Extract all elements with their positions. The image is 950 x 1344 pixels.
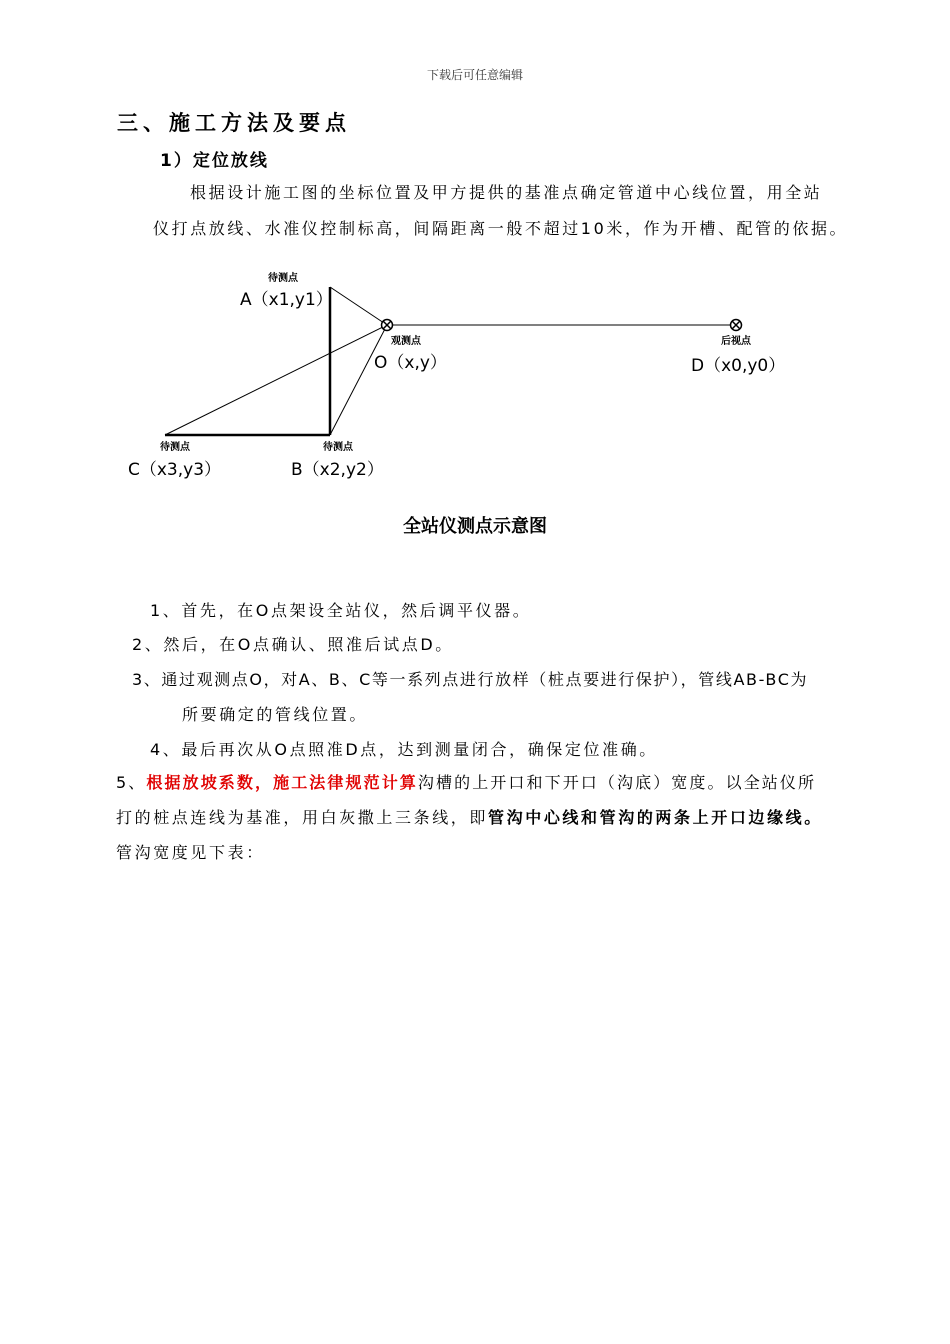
- step-5-number: 5、: [116, 773, 147, 792]
- point-b-label: B（x2,y2）: [291, 460, 384, 480]
- step-3-line-1: 3、通过观测点O，对A、B、C等一系列点进行放样（桩点要进行保护），管线AB-BC为: [132, 670, 809, 689]
- backsight-d-icon: [731, 320, 742, 331]
- intro-line-1: 根据设计施工图的坐标位置及甲方提供的基准点确定管道中心线位置，用全站: [190, 183, 823, 202]
- point-b-tag: 待测点: [323, 442, 353, 453]
- section-title: 三、施工方法及要点: [117, 111, 351, 135]
- point-d-tag: 后视点: [721, 336, 751, 347]
- step-5-line-3: 管沟宽度见下表：: [116, 843, 265, 862]
- step-4: 4、最后再次从O点照准D点，达到测量闭合，确保定位准确。: [150, 740, 658, 759]
- sight-line-oa: [330, 287, 387, 325]
- sight-line-oc: [165, 325, 387, 435]
- point-a-tag: 待测点: [268, 273, 298, 284]
- intro-line-2: 仪打点放线、水准仪控制标高，间隔距离一般不超过10米，作为开槽、配管的依据。: [153, 219, 849, 238]
- step-5-line-2-emphasis: 管沟中心线和管沟的两条上开口边缘线。: [488, 808, 823, 827]
- step-3-line-2: 所要确定的管线位置。: [182, 705, 369, 724]
- point-o-tag: 观测点: [391, 336, 421, 347]
- survey-diagram: [0, 0, 950, 500]
- point-a-label: A（x1,y1）: [240, 290, 333, 310]
- subsection-title: 1）定位放线: [160, 151, 269, 171]
- point-c-tag: 待测点: [160, 442, 190, 453]
- step-5-highlight: 根据放坡系数，施工法律规范计算: [146, 773, 418, 792]
- step-1: 1、首先，在O点架设全站仪，然后调平仪器。: [150, 601, 532, 620]
- step-5-text: 沟槽的上开口和下开口（沟底）宽度。以全站仪所: [417, 773, 817, 792]
- point-d-label: D（x0,y0）: [691, 356, 786, 376]
- point-o-label: O（x,y）: [374, 353, 447, 373]
- station-o-icon: [382, 320, 393, 331]
- sight-line-ob: [330, 325, 387, 435]
- page-header: 下载后可任意编辑: [426, 68, 523, 82]
- point-c-label: C（x3,y3）: [128, 460, 222, 480]
- step-5-line-2-text: 打的桩点连线为基准，用白灰撒上三条线，即: [116, 808, 489, 827]
- step-5-line-2: [116, 805, 823, 828]
- diagram-caption: 全站仪测点示意图: [403, 516, 547, 537]
- step-5-line-1: [116, 770, 816, 793]
- step-2: 2、然后，在O点确认、照准后试点D。: [132, 635, 454, 654]
